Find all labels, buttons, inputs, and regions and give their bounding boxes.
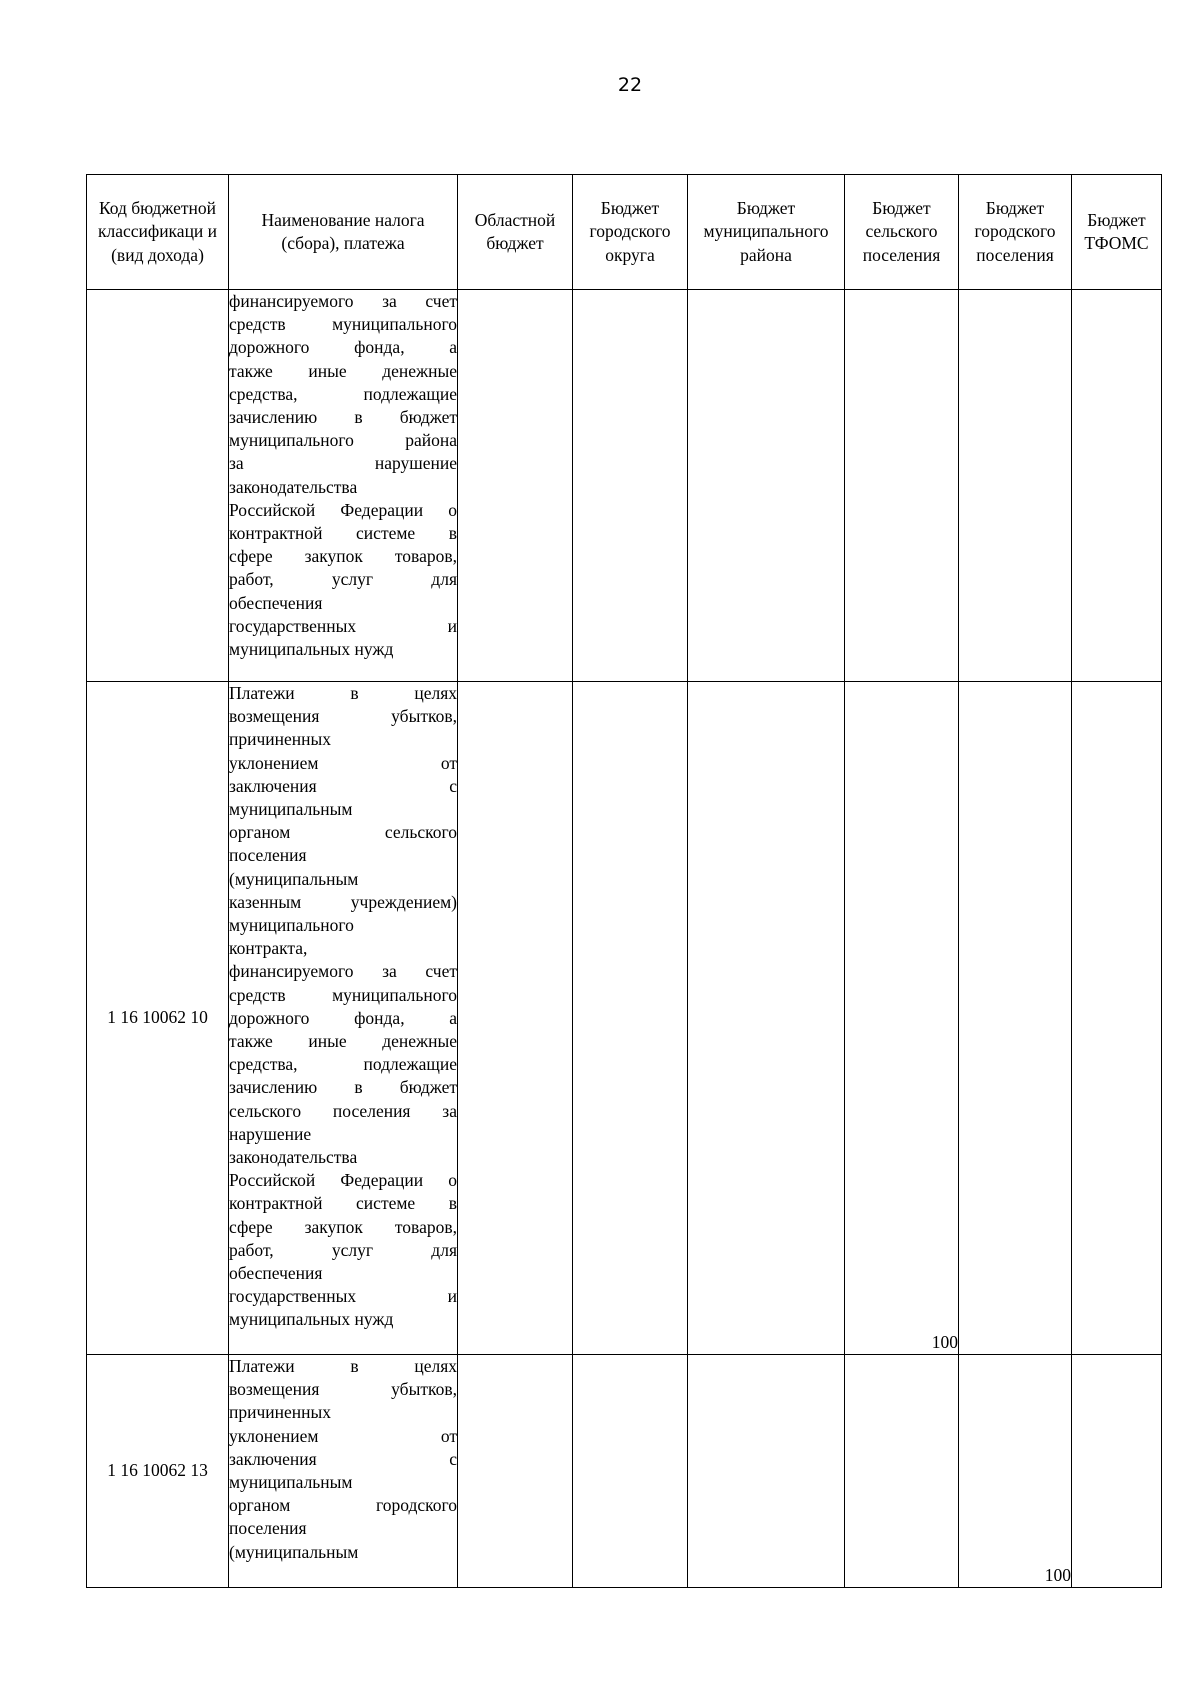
- name-line: заключения с: [229, 775, 457, 796]
- name-line: также иные денежные: [229, 360, 457, 381]
- name-line: обеспечения: [229, 592, 323, 613]
- value-urban-settlement: 100: [959, 1355, 1072, 1588]
- value-rural-settlement: [845, 290, 959, 682]
- name-line: Российской Федерации о: [229, 499, 457, 520]
- name-line: поселения: [229, 1518, 307, 1539]
- header-rural-settlement-budget: Бюджет сельского поселения: [845, 175, 959, 290]
- name-line: муниципальным: [229, 1472, 353, 1493]
- name-line: сфере закупок товаров,: [229, 546, 457, 567]
- name-line: контрактной системе в: [229, 1193, 457, 1214]
- row-code: 1 16 10062 13: [87, 1355, 229, 1588]
- value-municipal-district: [688, 1355, 845, 1588]
- name-line: (муниципальным: [229, 868, 359, 889]
- value-city-district: [573, 1355, 688, 1588]
- value-urban-settlement: [959, 290, 1072, 682]
- name-line: возмещения убытков,: [229, 706, 457, 727]
- name-line: средств муниципального: [229, 984, 457, 1005]
- name-line: зачислению в бюджет: [229, 407, 457, 428]
- name-line: заключения с: [229, 1448, 457, 1469]
- header-tax-name: Наименование налога (сбора), платежа: [229, 175, 458, 290]
- value-rural-settlement: 100: [845, 682, 959, 1355]
- value-rural-settlement: [845, 1355, 959, 1588]
- name-line: финансируемого за счет: [229, 291, 457, 311]
- name-line: обеспечения: [229, 1263, 323, 1284]
- header-urban-settlement-budget: Бюджет городского поселения: [959, 175, 1072, 290]
- table-header-row: [87, 175, 1162, 290]
- name-line: работ, услуг для: [229, 569, 457, 590]
- page-number: 22: [617, 74, 643, 96]
- name-line: органом городского: [229, 1495, 457, 1516]
- row-name: [229, 682, 458, 1355]
- value-tfoms: [1072, 1355, 1162, 1588]
- name-line: государственных и: [229, 615, 457, 636]
- name-line: средства, подлежащие: [229, 1054, 457, 1075]
- row-code: 1 16 10062 10: [87, 682, 229, 1355]
- name-line: причиненных: [229, 729, 332, 750]
- name-line: средств муниципального: [229, 314, 457, 335]
- name-line: Российской Федерации о: [229, 1170, 457, 1191]
- row-name: [229, 1355, 458, 1588]
- name-line: контрактной системе в: [229, 523, 457, 544]
- name-line: средства, подлежащие: [229, 383, 457, 404]
- name-line: дорожного фонда, а: [229, 1007, 457, 1028]
- row-name: [229, 290, 458, 682]
- value-regional: [458, 290, 573, 682]
- value-municipal-district: [688, 682, 845, 1355]
- budget-distribution-table: [86, 174, 1162, 1588]
- name-line: уклонением от: [229, 1425, 457, 1446]
- header-regional-budget: Областной бюджет: [458, 175, 573, 290]
- name-line: сфере закупок товаров,: [229, 1216, 457, 1237]
- name-line: государственных и: [229, 1286, 457, 1307]
- name-line: казенным учреждением): [229, 891, 457, 912]
- header-tfoms-budget: Бюджет ТФОМС: [1072, 175, 1162, 290]
- name-line: (муниципальным: [229, 1541, 359, 1562]
- name-line: зачислению в бюджет: [229, 1077, 457, 1098]
- name-line: финансируемого за счет: [229, 961, 457, 982]
- name-line: органом сельского: [229, 822, 457, 843]
- name-line: работ, услуг для: [229, 1239, 457, 1260]
- table-row: [87, 290, 1162, 682]
- name-line: сельского поселения за: [229, 1100, 457, 1121]
- name-line: Платежи в целях: [229, 1356, 457, 1376]
- name-line: уклонением от: [229, 752, 457, 773]
- value-urban-settlement: [959, 682, 1072, 1355]
- value-tfoms: [1072, 682, 1162, 1355]
- value-city-district: [573, 682, 688, 1355]
- name-line: поселения: [229, 845, 307, 866]
- name-line: муниципального: [229, 915, 354, 936]
- name-line: причиненных: [229, 1402, 332, 1423]
- name-line: также иные денежные: [229, 1031, 457, 1052]
- name-line: контракта,: [229, 938, 308, 959]
- value-regional: [458, 1355, 573, 1588]
- name-line: нарушение: [229, 1123, 312, 1144]
- row-code: [87, 290, 229, 682]
- name-line: дорожного фонда, а: [229, 337, 457, 358]
- table-row: [87, 682, 1162, 1355]
- value-municipal-district: [688, 290, 845, 682]
- header-city-district-budget: Бюджет городского округа: [573, 175, 688, 290]
- name-line: законодательства: [229, 1147, 358, 1168]
- name-line: муниципальных нужд: [229, 639, 394, 660]
- name-line: Платежи в целях: [229, 683, 457, 703]
- name-line: муниципального района: [229, 430, 457, 451]
- header-municipal-district-budget: Бюджет муниципального района: [688, 175, 845, 290]
- name-line: возмещения убытков,: [229, 1379, 457, 1400]
- name-line: муниципальным: [229, 799, 353, 820]
- value-city-district: [573, 290, 688, 682]
- table-row: [87, 1355, 1162, 1588]
- value-regional: [458, 682, 573, 1355]
- value-tfoms: [1072, 290, 1162, 682]
- name-line: муниципальных нужд: [229, 1309, 394, 1330]
- header-code: Код бюджетной классификаци и (вид дохода): [87, 175, 229, 290]
- name-line: за нарушение: [229, 453, 457, 474]
- name-line: законодательства: [229, 476, 358, 497]
